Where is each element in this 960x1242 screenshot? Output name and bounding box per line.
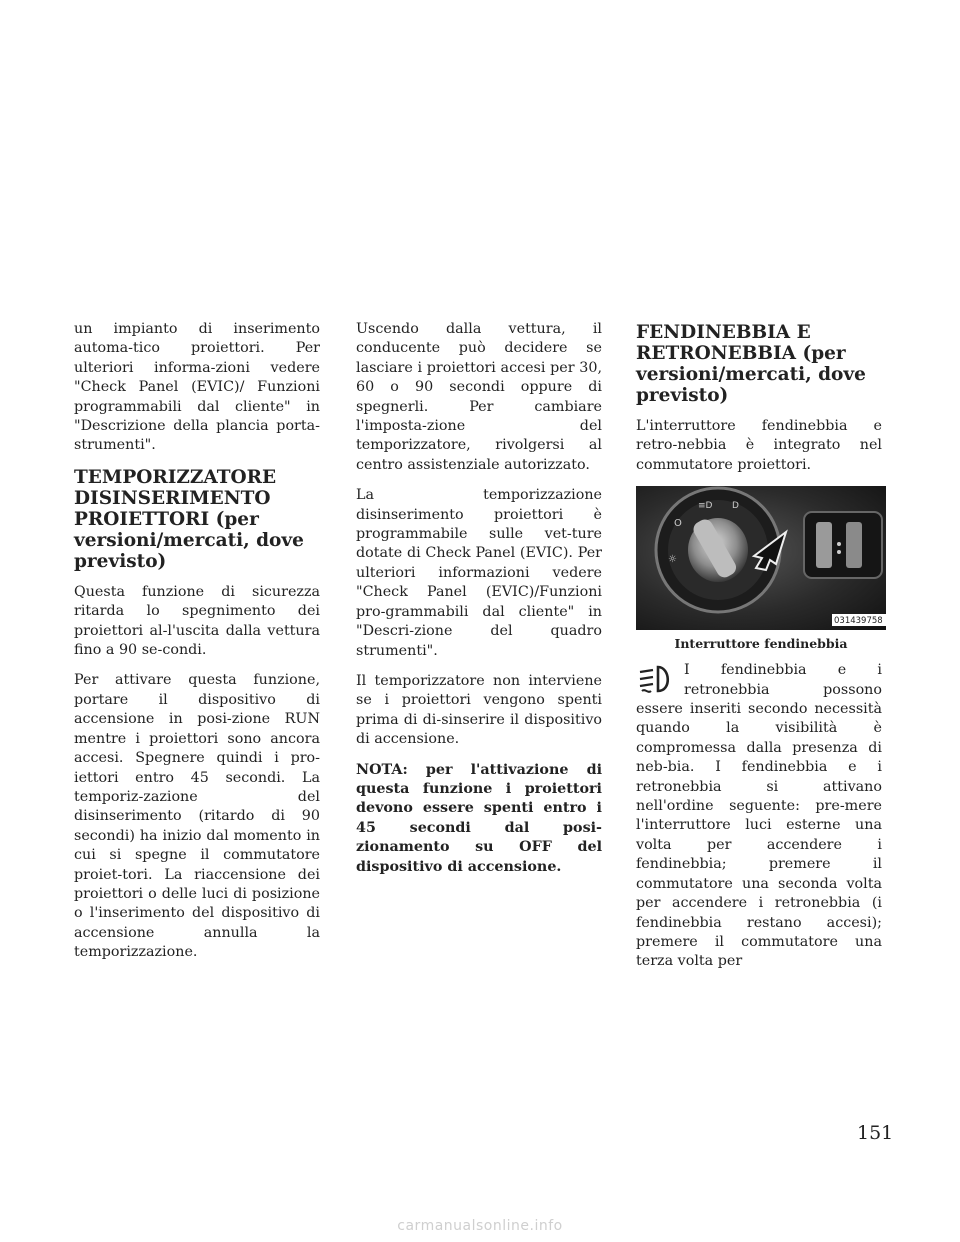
paragraph-timer: Il temporizzatore non interviene se i proiettori vengono spenti prima di di-sinserire il dispositivo di accensione.	[356, 672, 602, 748]
column-right	[636, 320, 882, 983]
section-heading-headlamp-delay: TEMPORIZZATORE DISINSERIMENTO PROIETTORI (per versioni/mercati, dove previsto)	[74, 466, 304, 572]
fog-description	[636, 661, 882, 972]
column-middle	[356, 320, 602, 888]
svg-text:O: O	[674, 518, 682, 530]
paragraph-intro: un impianto di inserimento automa-tico proiettori. Per ulteriori informa-zioni vedere "Check Panel (EVIC)/ Funzioni programmabili dal cliente" in "Descrizione della plancia porta-strumenti".	[74, 321, 320, 454]
svg-text:≡D: ≡D	[698, 501, 713, 512]
headlamp-switch-illustration	[636, 486, 886, 630]
column-left	[74, 320, 320, 974]
watermark: carmanualsonline.info	[397, 1218, 563, 1234]
note-paragraph: NOTA: per l'attivazione di questa funzione i proiettori devono essere spenti entro i 45 secondi dal posi-zionamento su OFF del dispositivo di accensione.	[356, 761, 602, 875]
photo-code: 031439758	[834, 616, 883, 627]
svg-text:☼: ☼	[668, 554, 677, 566]
paragraph-programmable: La temporizzazione disinserimento proiettori è programmabile sulle vet-ture dotate di Check Panel (EVIC). Per ulteriori informazioni vedere "Check Panel (EVIC)/Funzioni pro-grammabili dal cliente" in "Descri-zione del quadro strumenti".	[356, 487, 602, 659]
page-number: 151	[857, 1122, 894, 1144]
paragraph-exit: Uscendo dalla vettura, il conducente può decidere se lasciare i proiettori accesi per 30, 60 o 90 secondi oppure di spegnerli. Per cambiare l'imposta-zione del temporizzatore, rivolgersi al centro assistenziale autorizzato.	[356, 321, 602, 473]
photo-caption: Interruttore fendinebbia	[674, 636, 848, 652]
section-heading-fog-lights: FENDINEBBIA E RETRONEBBIA (per versioni/mercati, dove previsto)	[636, 322, 866, 406]
paragraph-activation: Per attivare questa funzione, portare il dispositivo di accensione in posi-zione RUN mentre i proiettori sono ancora accesi. Spegnere quindi i pro-iettori entro 45 secondi. La temporiz-zazione del disinserimento (ritardo di 90 secondi) ha inizio dal momento in cui si spegne il commutatore proiet-tori. La riaccensione dei proiettori o delle luci di posizione o l'inserimento del dispositivo di accensione annulla la temporizzazione.	[74, 672, 320, 961]
paragraph-function: Questa funzione di sicurezza ritarda lo spegnimento dei proiettori al-l'uscita dalla vettura fino a 90 se-condi.	[74, 583, 320, 659]
paragraph-fog-switch: L'interruttore fendinebbia e retro-nebbia è integrato nel commutatore proiettori.	[636, 418, 882, 473]
fog-switch-photo	[636, 486, 886, 630]
front-fog-light-icon	[636, 663, 676, 695]
paragraph-fog-usage: I fendinebbia e i retronebbia possono essere inseriti secondo necessità quando la visibilità è compromessa dalla presenza di neb-bia. I fendinebbia e i retronebbia si attivano nell'ordine seguente: pre-mere l'interruttore luci esterne una volta per accendere i fendinebbia; premere il commutatore una seconda volta per accendere i retronebbia (i fendinebbia restano accesi); premere il commutatore una terza volta per	[636, 662, 882, 970]
svg-text:D: D	[732, 501, 739, 512]
